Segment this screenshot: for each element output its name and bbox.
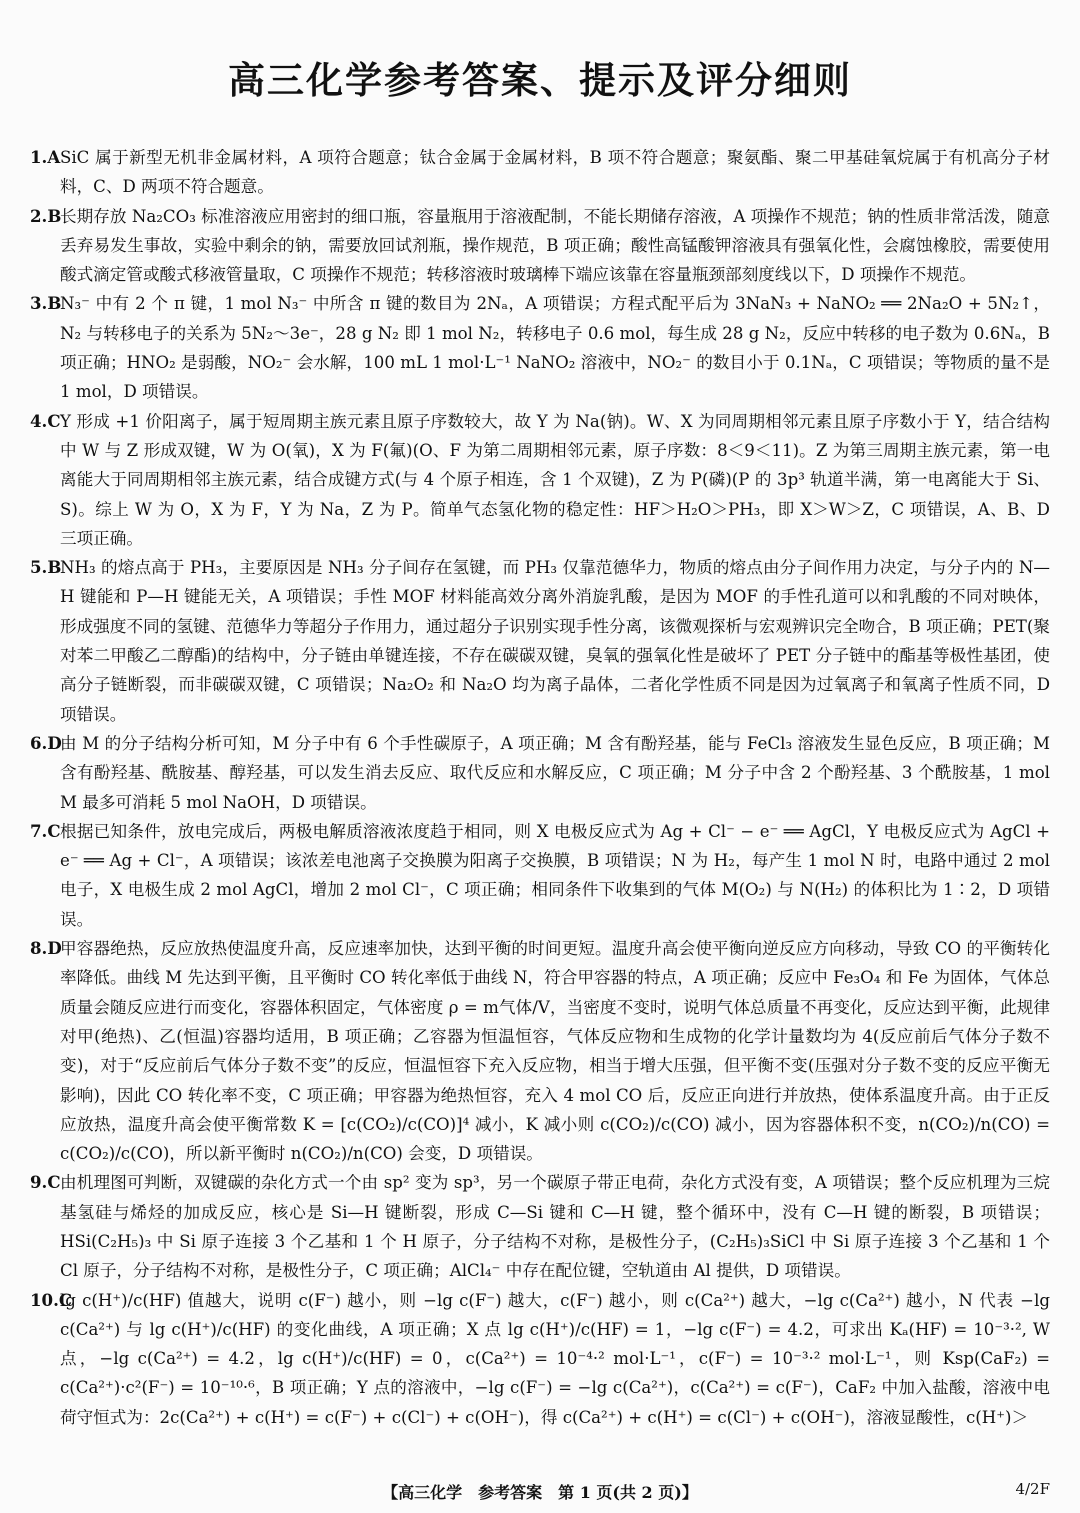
page-title: 高三化学参考答案、提示及评分细则 [228,59,852,102]
answer-number: 9.C [30,1172,61,1193]
answer-number: 3.B [30,293,62,314]
answer-item [30,202,1050,290]
answer-number: 4.C [30,410,61,431]
answer-number: 1.A [30,147,61,167]
answer-number: 5.B [30,557,62,578]
answer-number: 8.D [30,938,62,959]
answer-item [30,817,1050,934]
page-footer: 【高三化学 参考答案 第 1 页(共 2 页)】 [382,1483,698,1502]
answer-text: 由机理图可判断，双键碳的杂化方式一个由 sp² 变为 sp³，另一个碳原子带正电荷，杂化方式没有变，A 项错误；整个反应机理为三烷基氢硅与烯烃的加成反应，核心是 Si—H 键断裂，形成 C—Si 键和 C—H 键，整个循环中，没有 C—H 键的断裂，B 项错误；HSi(C₂H₅)₃ 中 Si 原子连接 3 个乙基和 1 个 H 原子，分子结构不对称，是极性分子，(C₂H₅)₃SiCl 中 Si 原子连接 3 个乙基和 1 个 Cl 原子，分子结构不对称，是极性分子，C 项正确；AlCl₄⁻ 中存在配位键，空轨道由 Al 提供，D 项错误。 [60,1173,1050,1281]
answer-number: 10.C [30,1289,73,1310]
answer-text: lg c(H⁺)/c(HF) 值越大，说明 c(F⁻) 越小，则 −lg c(F⁻) 越大，c(F⁻) 越小，则 c(Ca²⁺) 越大，−lg c(Ca²⁺) 越小，N 代表 −lg c(Ca²⁺) 与 lg c(H⁺)/c(HF) 的变化曲线，A 项正确；X 点 lg c(H⁺)/c(HF) = 1，−lg c(F⁻) = 4.2，可求出 Kₐ(HF) = 10⁻³·², W 点，−lg c(Ca²⁺) = 4.2，lg c(H⁺)/c(HF) = 0，c(Ca²⁺) = 10⁻⁴·² mol·L⁻¹，c(F⁻) = 10⁻³·² mol·L⁻¹，则 Ksp(CaF₂) = c(Ca²⁺)·c²(F⁻) = 10⁻¹⁰·⁶，B 项正确；Y 点的溶液中，−lg c(F⁻) = −lg c(Ca²⁺)，c(Ca²⁺) = c(F⁻)，CaF₂ 中加入盐酸，溶液中电荷守恒式为：2c(Ca²⁺) + c(H⁺) = c(F⁻) + c(Cl⁻) + c(OH⁻)，得 c(Ca²⁺) + c(H⁺) = c(Cl⁻) + c(OH⁻)，溶液显酸性，c(H⁺)＞ [60,1290,1050,1427]
answer-item [30,143,1050,202]
answer-text: 长期存放 Na₂CO₃ 标准溶液应用密封的细口瓶，容量瓶用于溶液配制，不能长期储存溶液，A 项操作不规范；钠的性质非常活泼，随意丢弃易发生事故，实验中剩余的钠，需要放回试剂瓶，操作规范，B 项正确；酸性高锰酸钾溶液具有强氧化性，会腐蚀橡胶，需要使用酸式滴定管或酸式移液管量取，C 项操作不规范；转移溶液时玻璃棒下端应该靠在容量瓶颈部刻度线以下，D 项操作不规范。 [60,206,1050,285]
answer-number: 7.C [30,820,61,841]
answer-item [30,729,1050,817]
answer-item [30,553,1050,729]
answer-item [30,1286,1050,1432]
answer-text: 由 M 的分子结构分析可知，M 分子中有 6 个手性碳原子，A 项正确；M 含有酚羟基，能与 FeCl₃ 溶液发生显色反应，B 项正确；M 含有酚羟基、酰胺基、醇羟基，可以发生消去反应、取代反应和水解反应，C 项正确；M 分子中含 2 个酚羟基、3 个酰胺基，1 mol M 最多可消耗 5 mol NaOH，D 项错误。 [60,733,1050,812]
answer-text: Y 形成 +1 价阳离子，属于短周期主族元素且原子序数较大，故 Y 为 Na(钠)。W、X 为同周期相邻元素且原子序数小于 Y，结合结构中 W 与 Z 形成双键，W 为 O(氧)，X 为 F(氟)(O、F 为第二周期相邻元素，原子序数：8＜9＜11)。Z 为第三周期主族元素，第一电离能大于同周期相邻主族元素，结合成键方式(与 4 个原子相连，含 1 个双键)，Z 为 P(磷)(P 的 3p³ 轨道半满，第一电离能大于 Si、S)。综上 W 为 O，X 为 F，Y 为 Na，Z 为 P。简单气态氢化物的稳定性：HF＞H₂O＞PH₃，即 X＞W＞Z，C 项错误，A、B、D 三项正确。 [60,411,1050,548]
page-code: 4/2F [1015,1480,1050,1498]
answer-item [30,407,1050,553]
answer-list [30,143,1050,1432]
answer-text: NH₃ 的熔点高于 PH₃，主要原因是 NH₃ 分子间存在氢键，而 PH₃ 仅靠范德华力，物质的熔点由分子间作用力决定，与分子内的 N—H 键能和 P—H 键能无关，A 项错误；手性 MOF 材料能高效分离外消旋乳酸，是因为 MOF 的手性孔道可以和乳酸的不同对映体，形成强度不同的氢键、范德华力等超分子作用力，通过超分子识别实现手性分离，该微观探析与宏观辨识完全吻合，B 项正确；PET(聚对苯二甲酸乙二醇酯)的结构中，分子链由单键连接，不存在碳碳双键，臭氧的强氧化性是破坏了 PET 分子链中的酯基等极性基团，使高分子链断裂，而非碳碳双键，C 项错误；Na₂O₂ 和 Na₂O 均为离子晶体，二者化学性质不同是因为过氧离子和氧离子性质不同，D 项错误。 [60,558,1050,724]
answer-item [30,289,1050,406]
answer-item [30,934,1050,1168]
answer-text: 甲容器绝热，反应放热使温度升高，反应速率加快，达到平衡的时间更短。温度升高会使平衡向逆反应方向移动，导致 CO 的平衡转化率降低。曲线 M 先达到平衡，且平衡时 CO 转化率低于曲线 N，符合甲容器的特点，A 项正确；反应中 Fe₃O₄ 和 Fe 为固体，气体总质量会随反应进行而变化，容器体积固定，气体密度 ρ = m气体/V，当密度不变时，说明气体总质量不再变化，反应达到平衡，此规律对甲(绝热)、乙(恒温)容器均适用，B 项正确；乙容器为恒温恒容，气体反应物和生成物的化学计量数均为 4(反应前后气体分子数不变)，对于“反应前后气体分子数不变”的反应，恒温恒容下充入反应物，相当于增大压强，但平衡不变(压强对分子数不变的反应平衡无影响)，因此 CO 转化率不变，C 项正确；甲容器为绝热恒容，充入 4 mol CO 后，反应正向进行并放热，使体系温度升高。由于正反应放热，温度升高会使平衡常数 K = [c(CO₂)/c(CO)]⁴ 减小，K 减小则 c(CO₂)/c(CO) 减小，因为容器体积不变，n(CO₂)/n(CO) = c(CO₂)/c(CO)，所以新平衡时 n(CO₂)/n(CO) 会变，D 项错误。 [60,939,1050,1164]
answer-number: 6.D [30,732,62,753]
answer-number: 2.B [30,205,62,226]
answer-item [30,1168,1050,1285]
answer-text: 根据已知条件，放电完成后，两极电解质溶液浓度趋于相同，则 X 电极反应式为 Ag + Cl⁻ − e⁻ ══ AgCl，Y 电极反应式为 AgCl + e⁻ ══ Ag + Cl⁻，A 项错误；该浓差电池离子交换膜为阳离子交换膜，B 项错误；N 为 H₂，每产生 1 mol N 时，电路中通过 2 mol 电子，X 电极生成 2 mol AgCl，增加 2 mol Cl⁻，C 项正确；相同条件下收集到的气体 M(O₂) 与 N(H₂) 的体积比为 1∶2，D 项错误。 [60,821,1050,929]
answer-text: N₃⁻ 中有 2 个 π 键，1 mol N₃⁻ 中所含 π 键的数目为 2Nₐ，A 项错误；方程式配平后为 3NaN₃ + NaNO₂ ══ 2Na₂O + 5N₂↑，N₂ 与转移电子的关系为 5N₂～3e⁻，28 g N₂ 即 1 mol N₂，转移电子 0.6 mol，每生成 28 g N₂，反应中转移的电子数为 0.6Nₐ，B 项正确；HNO₂ 是弱酸，NO₂⁻ 会水解，100 mL 1 mol·L⁻¹ NaNO₂ 溶液中，NO₂⁻ 的数目小于 0.1Nₐ，C 项错误；等物质的量不是 1 mol，D 项错误。 [60,294,1050,402]
answer-text: SiC 属于新型无机非金属材料，A 项符合题意；钛合金属于金属材料，B 项不符合题意；聚氨酯、聚二甲基硅氧烷属于有机高分子材料，C、D 两项不符合题意。 [60,148,1050,197]
